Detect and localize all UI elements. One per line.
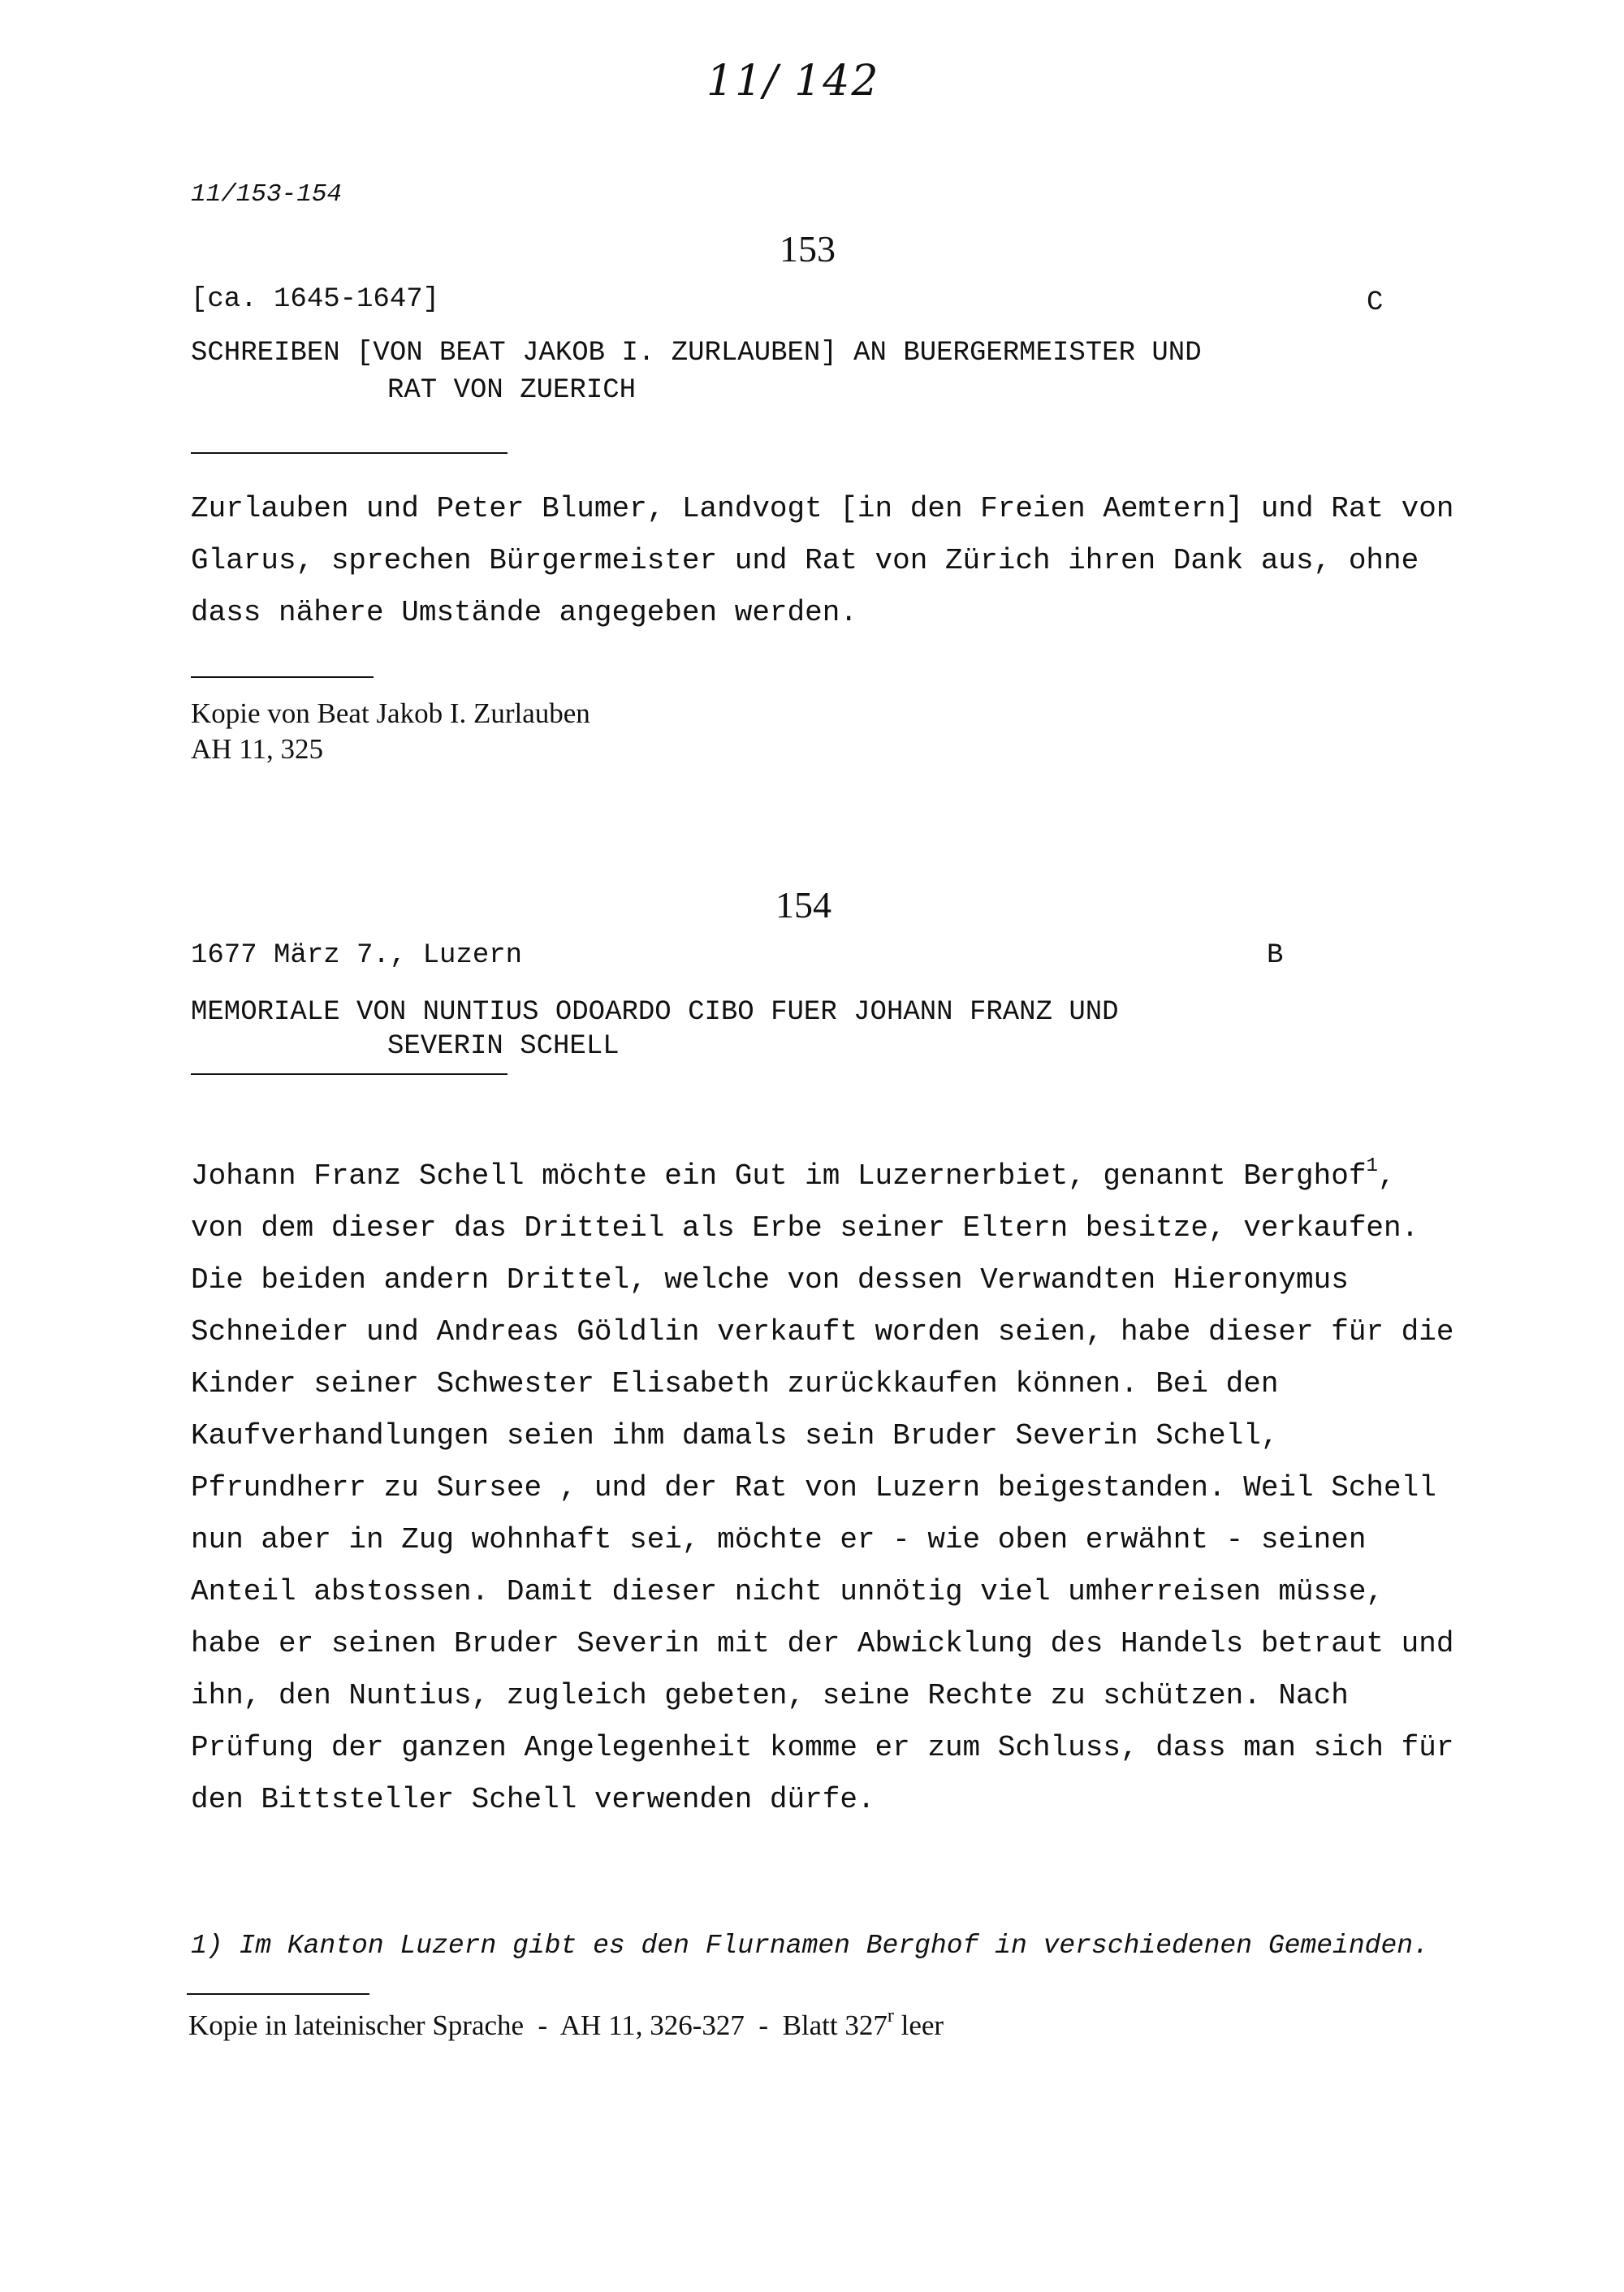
entry-153-title-line2: RAT VON ZUERICH [387,375,637,406]
summary-text-part1: Johann Franz Schell möchte ein Gut im Luzernerbiet, genannt Berghof [191,1159,1367,1193]
entry-153-date: [ca. 1645-1647] [191,284,440,315]
entry-154-summary [191,1141,1458,1826]
separator-rule [191,676,374,678]
entry-154-title-line2: SEVERIN SCHELL [387,1031,620,1062]
handwritten-page-number: 11/ 142 [706,57,880,106]
entry-153-source-line1: Kopie von Beat Jakob I. Zurlauben [191,697,590,729]
separator-rule [187,1993,369,1995]
summary-text-part2: , von dem dieser das Dritteil als Erbe seiner Eltern besitze, verkaufen. Die beiden andern Drittel, welche von dessen Verwandten Hieronymus Schneider und Andreas Göldlin verkauft worden seien, habe dieser für die Kinder seiner Schwester Elisabeth zurückkaufen können. Bei den Kaufverhandlungen seien ihm damals sein Bruder Severin Schell, Pfrundherr zu Sursee , und der Rat von Luzern beigestanden. Weil Schell nun aber in Zug wohnhaft sei, möchte er - wie oben erwähnt - seinen Anteil abstossen. Damit dieser nicht unnötig viel umherreisen müsse, habe er seinen Bruder Severin mit der Abwicklung des Handels betraut und ihn, den Nuntius, zugleich gebeten, seine Rechte zu schützen. Nach Prüfung der ganzen Angelegenheit komme er zum Schluss, dass man sich für den Bittsteller Schell verwenden dürfe. [191,1159,1454,1816]
entry-154-date: 1677 März 7., Luzern [191,940,523,971]
entry-153-title-line1: SCHREIBEN [VON BEAT JAKOB I. ZURLAUBEN] AN BUERGERMEISTER UND [191,338,1202,369]
entry-153-source-line2: AH 11, 325 [191,733,324,765]
archive-reference: 11/153-154 [191,180,343,209]
entry-154-source [188,1999,944,2043]
source-superscript: r [887,2005,894,2027]
source-text-end: leer [893,2009,944,2041]
separator-rule [191,1073,508,1075]
entry-153-mark: C [1367,287,1384,318]
separator-rule [191,452,508,454]
source-text: Kopie in lateinischer Sprache - AH 11, 326-327 - Blatt 327 [188,2009,888,2041]
entry-154-number: 154 [775,884,831,926]
entry-153-summary: Zurlauben und Peter Blumer, Landvogt [in den Freien Aemtern] und Rat von Glarus, sprechen Bürgermeister und Rat von Zürich ihren Dank aus, ohne dass nähere Umstände angegeben werden. [191,492,1454,629]
footnote-marker: 1 [1366,1155,1378,1177]
entry-154-mark: B [1267,940,1284,971]
entry-154-title-line1: MEMORIALE VON NUNTIUS ODOARDO CIBO FUER JOHANN FRANZ UND [191,997,1119,1028]
entry-154-footnote: 1) Im Kanton Luzern gibt es den Flurnamen Berghof in verschiedenen Gemeinden. [191,1931,1429,1961]
entry-153-number: 153 [780,228,836,270]
